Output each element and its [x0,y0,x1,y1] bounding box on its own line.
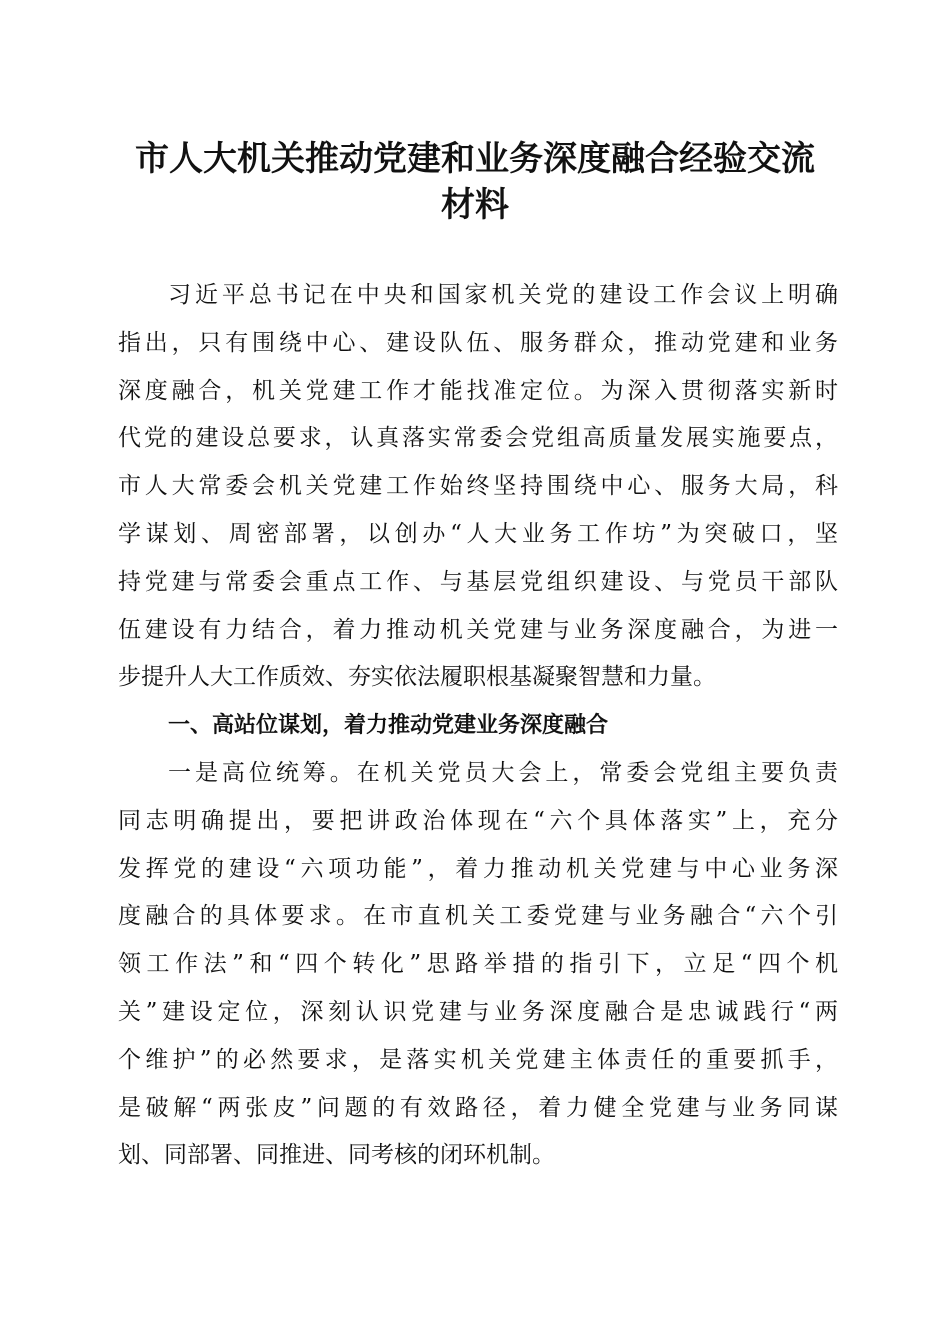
text-line: 学谋划、周密部署，以创办“人大业务工作坊”为突破口，坚 [118,520,838,547]
section-heading-1: 一、高站位谋划，着力推动党建业务深度融合 [168,713,609,739]
text-line: 一是高位统筹。在机关党员大会上，常委会党组主要负责 [168,759,838,786]
text-line: 个维护”的必然要求，是落实机关党建主体责任的重要抓手， [118,1046,838,1073]
title-line-1: 市人大机关推动党建和业务深度融合经验交流 [135,139,815,179]
text-line: 深度融合，机关党建工作才能找准定位。为深入贯彻落实新时 [118,377,838,404]
paragraph-intro [118,272,838,702]
title-line-2: 材料 [441,185,509,225]
text-line: 代党的建设总要求，认真落实常委会党组高质量发展实施要点， [118,425,838,452]
text-line: 持党建与常委会重点工作、与基层党组织建设、与党员干部队 [118,568,838,595]
text-line: 度融合的具体要求。在市直机关工委党建与业务融合“六个引 [118,903,838,930]
document-body [118,272,838,1180]
text-line: 步提升人大工作质效、夯实依法履职根基凝聚智慧和力量。 [118,664,716,691]
document-title [110,136,840,228]
text-line: 关”建设定位，深刻认识党建与业务深度融合是忠诚践行“两 [118,998,838,1025]
text-line: 市人大常委会机关党建工作始终坚持围绕中心、服务大局，科 [118,473,838,500]
text-line: 伍建设有力结合，着力推动机关党建与业务深度融合，为进一 [118,616,838,643]
paragraph-section-1 [118,750,838,1180]
text-line: 发挥党的建设“六项功能”，着力推动机关党建与中心业务深 [118,855,838,882]
text-line: 习近平总书记在中央和国家机关党的建设工作会议上明确 [168,282,838,308]
text-line: 指出，只有围绕中心、建设队伍、服务群众，推动党建和业务 [118,329,838,356]
text-line: 是破解“两张皮”问题的有效路径，着力健全党建与业务同谋 [118,1094,838,1121]
text-line: 同志明确提出，要把讲政治体现在“六个具体落实”上，充分 [118,807,838,834]
text-line: 领工作法”和“四个转化”思路举措的指引下，立足“四个机 [118,951,838,978]
text-line: 划、同部署、同推进、同考核的闭环机制。 [118,1142,555,1169]
